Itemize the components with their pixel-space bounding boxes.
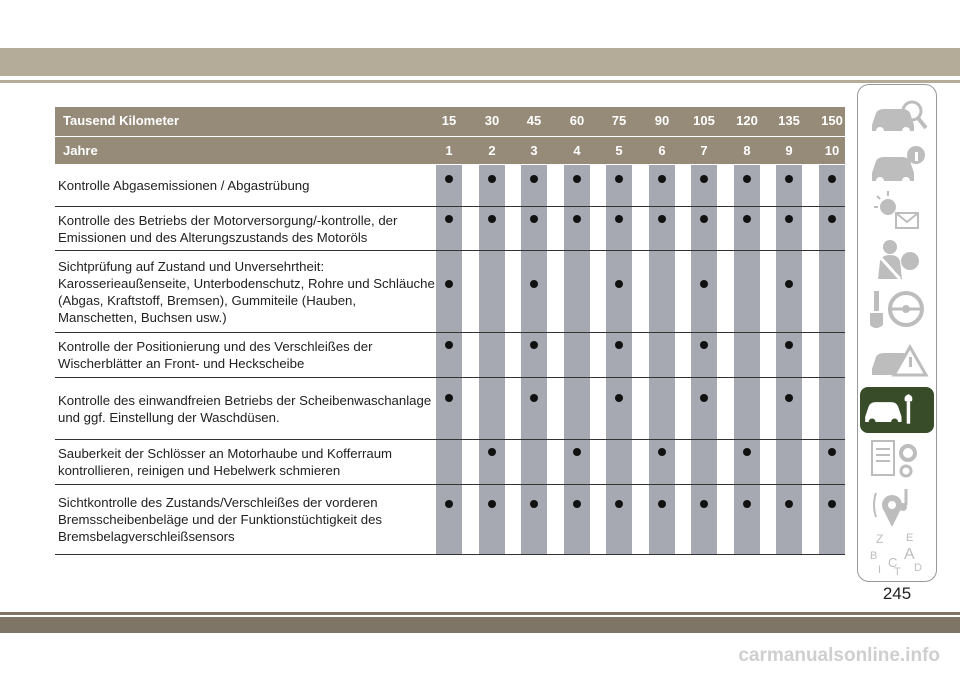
km-cell: 105 (693, 113, 715, 128)
interval-cell (564, 207, 590, 250)
interval-cell (564, 165, 590, 206)
interval-cell (649, 378, 675, 439)
interval-cell (776, 207, 802, 250)
chapter-sidebar (857, 84, 937, 582)
row-description: Sauberkeit der Schlösser an Motorhaube und Kofferraum kontrollieren, reinigen und Hebelwerk schmieren (58, 446, 393, 478)
interval-cell (691, 485, 717, 554)
year-cell: 10 (824, 143, 840, 158)
index-alphabet-icon[interactable] (866, 531, 930, 575)
check-dot (573, 448, 581, 456)
interval-cell (819, 378, 845, 439)
interval-cell (649, 440, 675, 484)
interval-cell (691, 251, 717, 332)
interval-cell (776, 440, 802, 484)
check-dot (488, 448, 496, 456)
interval-cell (606, 207, 632, 250)
interval-cell (606, 378, 632, 439)
index-letter-a: A (904, 546, 915, 563)
interval-cell (436, 207, 462, 250)
multimedia-music-icon[interactable] (866, 485, 930, 529)
interval-cell (436, 333, 462, 377)
interval-cell (436, 485, 462, 554)
check-dot (615, 175, 623, 183)
specifications-gear-icon[interactable] (866, 437, 930, 481)
check-dot (743, 175, 751, 183)
check-dot (615, 280, 623, 288)
index-letter-b: B (870, 550, 878, 562)
year-cell: 4 (573, 143, 581, 158)
table-row (55, 485, 845, 555)
airbag-seatbelt-icon[interactable] (866, 237, 930, 281)
interval-cell (521, 485, 547, 554)
car-search-icon[interactable] (866, 95, 930, 139)
check-dot (828, 448, 836, 456)
interval-cell (734, 485, 760, 554)
warning-lights-message-icon[interactable] (866, 189, 930, 233)
km-cell: 120 (736, 113, 758, 128)
check-dot (488, 175, 496, 183)
interval-cell (521, 165, 547, 206)
interval-cell (564, 485, 590, 554)
year-cell: 6 (658, 143, 666, 158)
interval-cell (606, 440, 632, 484)
check-dot (658, 500, 666, 508)
table-row (55, 378, 845, 440)
check-dot (700, 215, 708, 223)
check-dot (828, 175, 836, 183)
year-cell: 1 (445, 143, 453, 158)
table-row (55, 251, 845, 333)
index-letter-c: C (888, 555, 898, 570)
km-cell: 45 (526, 113, 542, 128)
check-dot (743, 448, 751, 456)
km-cell: 150 (821, 113, 843, 128)
check-dot (785, 175, 793, 183)
check-dot (743, 215, 751, 223)
interval-cell (691, 165, 717, 206)
check-dot (445, 341, 453, 349)
interval-cell (479, 440, 505, 484)
interval-cell (819, 207, 845, 250)
check-dot (828, 500, 836, 508)
interval-cell (649, 333, 675, 377)
interval-cell (436, 440, 462, 484)
check-dot (658, 215, 666, 223)
index-letter-d: D (914, 562, 922, 574)
interval-cell (606, 485, 632, 554)
check-dot (615, 394, 623, 402)
check-dot (828, 215, 836, 223)
km-cell: 75 (611, 113, 627, 128)
interval-cell (521, 440, 547, 484)
check-dot (658, 175, 666, 183)
check-dot (530, 175, 538, 183)
km-cell: 90 (654, 113, 670, 128)
car-breakdown-icon[interactable] (866, 337, 930, 381)
interval-cell (819, 440, 845, 484)
interval-cell (479, 207, 505, 250)
interval-cell (606, 333, 632, 377)
interval-cell (819, 165, 845, 206)
check-dot (700, 280, 708, 288)
interval-cell (734, 251, 760, 332)
year-cell: 3 (530, 143, 538, 158)
interval-cell (649, 251, 675, 332)
interval-cell (564, 378, 590, 439)
interval-cell (734, 440, 760, 484)
interval-cell (479, 165, 505, 206)
year-cell: 5 (615, 143, 623, 158)
car-info-icon[interactable] (866, 143, 930, 187)
check-dot (658, 448, 666, 456)
interval-cell (819, 485, 845, 554)
table-row (55, 440, 845, 485)
check-dot (700, 341, 708, 349)
check-dot (530, 500, 538, 508)
index-letter-i: I (878, 564, 882, 575)
index-letter-z: Z (876, 532, 884, 546)
interval-cell (606, 165, 632, 206)
interval-cell (436, 378, 462, 439)
bottom-decorative-line (0, 612, 960, 615)
interval-cell (691, 333, 717, 377)
interval-cell (436, 251, 462, 332)
check-dot (445, 394, 453, 402)
maintenance-table (55, 107, 845, 555)
check-dot (700, 175, 708, 183)
check-dot (573, 500, 581, 508)
check-dot (573, 215, 581, 223)
check-dot (530, 394, 538, 402)
interval-cell (606, 251, 632, 332)
check-dot (445, 175, 453, 183)
check-dot (488, 215, 496, 223)
check-dot (785, 394, 793, 402)
check-dot (445, 500, 453, 508)
interval-cell (479, 378, 505, 439)
interval-cell (479, 333, 505, 377)
index-letter-e: E (906, 532, 914, 544)
interval-cell (479, 485, 505, 554)
interval-cell (521, 251, 547, 332)
interval-cell (436, 165, 462, 206)
top-decorative-band (0, 48, 960, 76)
check-dot (530, 341, 538, 349)
interval-cell (776, 485, 802, 554)
row-description: Kontrolle Abgasemissionen / Abgastrübung (58, 178, 310, 193)
interval-cell (521, 207, 547, 250)
check-dot (785, 500, 793, 508)
interval-cell (564, 440, 590, 484)
check-dot (743, 500, 751, 508)
header-year-label: Jahre (63, 143, 98, 158)
interval-cell (649, 485, 675, 554)
row-description: Sichtprüfung auf Zustand und Unversehrtheit: Karosserieaußenseite, Unterbodenschutz, Rohre und Schläuche (Abgas, Kraftstoff, Bremsen), Gummiteile (Hauben, Manschetten, Buchsen usw.) (58, 258, 435, 325)
row-description: Sichtkontrolle des Zustands/Verschleißes der vorderen Bremsscheibenbeläge und der Funktionstüchtigkeit des Bremsbelagverschleißsensors (58, 495, 383, 544)
check-dot (700, 500, 708, 508)
interval-cell (649, 207, 675, 250)
interval-cell (819, 251, 845, 332)
check-dot (615, 215, 623, 223)
check-dot (445, 280, 453, 288)
check-dot (785, 280, 793, 288)
interval-cell (564, 251, 590, 332)
km-cell: 60 (569, 113, 585, 128)
interval-cell (734, 207, 760, 250)
check-dot (573, 175, 581, 183)
key-steering-wheel-icon[interactable] (866, 287, 930, 331)
interval-cell (691, 378, 717, 439)
year-cell: 9 (785, 143, 793, 158)
check-dot (488, 500, 496, 508)
interval-cell (691, 207, 717, 250)
header-km-label: Tausend Kilometer (63, 113, 180, 128)
table-row (55, 165, 845, 207)
table-row (55, 207, 845, 251)
row-description: Kontrolle des einwandfreien Betriebs der Scheibenwaschanlage und ggf. Einstellung der Waschdüsen. (58, 392, 432, 425)
interval-cell (521, 333, 547, 377)
interval-cell (649, 165, 675, 206)
interval-cell (691, 440, 717, 484)
interval-cell (564, 333, 590, 377)
header-row-kilometers (55, 107, 845, 137)
car-wrench-icon[interactable] (860, 387, 934, 433)
interval-cell (776, 251, 802, 332)
bottom-decorative-band (0, 617, 960, 633)
interval-cell (734, 333, 760, 377)
km-cell: 135 (778, 113, 800, 128)
check-dot (700, 394, 708, 402)
year-cell: 2 (488, 143, 496, 158)
watermark: carmanualsonline.info (738, 645, 940, 666)
page-number: 245 (882, 584, 912, 603)
top-decorative-line (0, 80, 960, 83)
year-cell: 8 (743, 143, 751, 158)
check-dot (530, 280, 538, 288)
index-letter-t: T (894, 566, 901, 575)
interval-cell (819, 333, 845, 377)
interval-cell (776, 333, 802, 377)
check-dot (785, 215, 793, 223)
check-dot (615, 500, 623, 508)
check-dot (615, 341, 623, 349)
km-cell: 30 (484, 113, 500, 128)
check-dot (530, 215, 538, 223)
interval-cell (776, 378, 802, 439)
interval-cell (479, 251, 505, 332)
km-cell: 15 (441, 113, 457, 128)
interval-cell (776, 165, 802, 206)
check-dot (445, 215, 453, 223)
year-cell: 7 (700, 143, 708, 158)
row-description: Kontrolle der Positionierung und des Verschleißes der Wischerblätter an Front- und Heckscheibe (58, 339, 373, 371)
interval-cell (734, 165, 760, 206)
interval-cell (521, 378, 547, 439)
check-dot (785, 341, 793, 349)
interval-cell (734, 378, 760, 439)
row-description: Kontrolle des Betriebs der Motorversorgung/-kontrolle, der Emissionen und des Alterungszustands des Motoröls (58, 212, 398, 245)
header-row-years (55, 137, 845, 165)
table-row (55, 333, 845, 378)
